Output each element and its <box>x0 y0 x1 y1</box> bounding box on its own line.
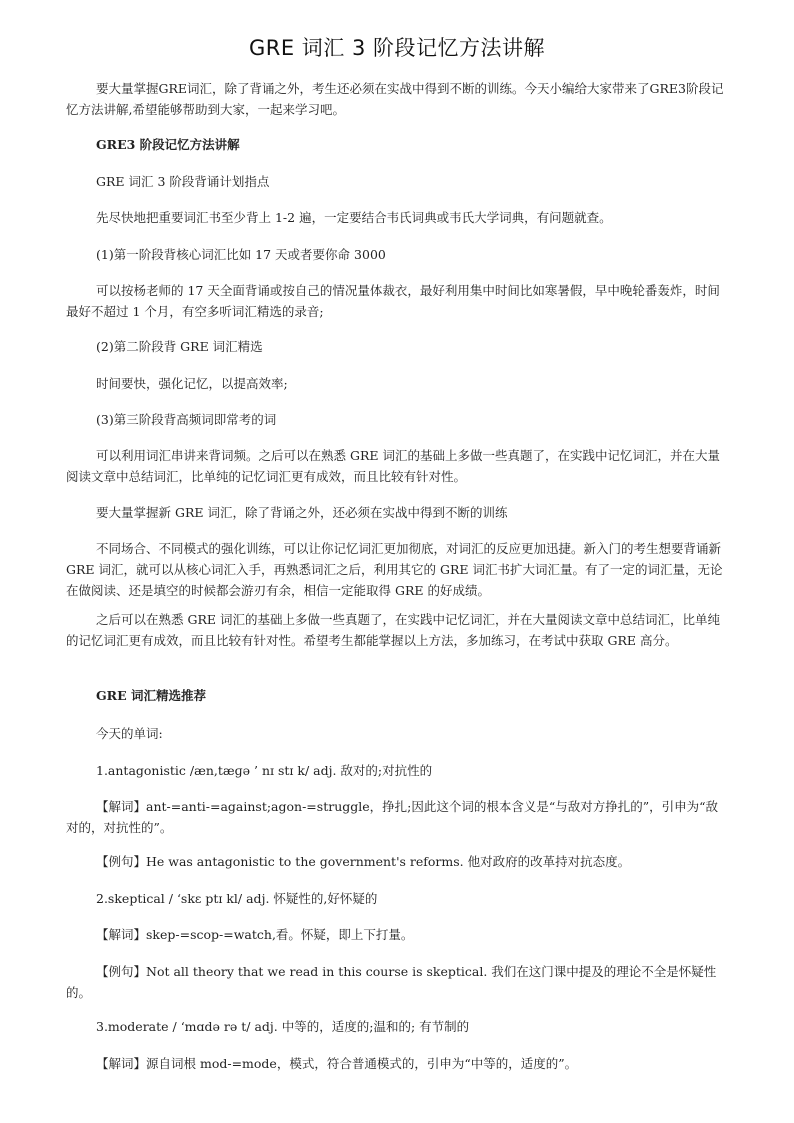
section-heading-method: GRE3 阶段记忆方法讲解 <box>96 137 240 152</box>
word-entry: 3.moderate / ‘mɑdə rə t/ adj. 中等的，适度的;温和的; 有节制的 <box>96 1019 470 1034</box>
word-example: 【例句】He was antagonistic to the government's reforms. 他对政府的改革持对抗态度。 <box>96 854 631 869</box>
paragraph: 要大量掌握新 GRE 词汇，除了背诵之外，还必须在实战中得到不断的训练 <box>96 505 508 520</box>
paragraph: 之后可以在熟悉 GRE 词汇的基础上多做一些真题了，在实践中记忆词汇，并在大量阅读文章中总结词汇，比单纯的记忆词汇更有成效，而且比较有针对性。希望考生都能掌握以上方法，多加练习，在考试中获取 GRE 高分。 <box>66 612 720 648</box>
intro-paragraph: 要大量掌握GRE词汇，除了背诵之外，考生还必须在实战中得到不断的训练。今天小编给大家带来了GRE3阶段记忆方法讲解,希望能够帮助到大家，一起来学习吧。 <box>66 81 724 117</box>
section-heading-vocab: GRE 词汇精选推荐 <box>96 688 206 703</box>
word-entry: 2.skeptical / ‘skɛ ptɪ kl/ adj. 怀疑性的,好怀疑的 <box>96 891 378 906</box>
paragraph: GRE 词汇 3 阶段背诵计划指点 <box>96 174 270 189</box>
word-explanation: 【解词】skep-=scop-=watch,看。怀疑，即上下打量。 <box>96 927 414 942</box>
paragraph: (3)第三阶段背高频词即常考的词 <box>96 412 277 427</box>
word-explanation: 【解词】ant-=anti-=against;agon-=struggle，挣扎;因此这个词的根本含义是“与敌对方挣扎的”，引申为“敌对的，对抗性的”。 <box>66 799 719 835</box>
paragraph: (2)第二阶段背 GRE 词汇精选 <box>96 339 263 354</box>
word-explanation: 【解词】源自词根 mod-=mode，模式，符合普通模式的，引申为“中等的，适度的”。 <box>96 1056 578 1071</box>
paragraph: 先尽快地把重要词汇书至少背上 1-2 遍，一定要结合韦氏词典或韦氏大学词典，有问题就查。 <box>96 210 612 225</box>
paragraph: 不同场合、不同模式的强化训练，可以让你记忆词汇更加彻底，对词汇的反应更加迅捷。新入门的考生想要背诵新 GRE 词汇，就可以从核心词汇入手，再熟悉词汇之后，利用其它的 GRE 词汇书扩大词汇量。有了一定的词汇量，无论在做阅读、还是填空的时候都会游刃有余，相信一定能取得 GRE 的好成绩。 <box>66 541 723 598</box>
word-entry: 1.antagonistic /æn,tæɡə ’ nɪ stɪ k/ adj. 敌对的;对抗性的 <box>96 763 433 778</box>
paragraph: 时间要快，强化记忆，以提高效率; <box>96 376 288 391</box>
paragraph: 可以利用词汇串讲来背词频。之后可以在熟悉 GRE 词汇的基础上多做一些真题了，在实践中记忆词汇，并在大量阅读文章中总结词汇，比单纯的记忆词汇更有成效，而且比较有针对性。 <box>66 448 720 484</box>
word-example: 【例句】Not all theory that we read in this course is skeptical. 我们在这门课中提及的理论不全是怀疑性的。 <box>66 964 717 1000</box>
paragraph: (1)第一阶段背核心词汇比如 17 天或者要你命 3000 <box>96 247 386 262</box>
page-title: GRE 词汇 3 阶段记忆方法讲解 <box>248 36 546 60</box>
paragraph: 可以按杨老师的 17 天全面背诵或按自己的情况量体裁衣，最好利用集中时间比如寒暑假，早中晚轮番轰炸，时间最好不超过 1 个月，有空多听词汇精选的录音; <box>66 283 720 319</box>
paragraph: 今天的单词: <box>96 726 163 741</box>
